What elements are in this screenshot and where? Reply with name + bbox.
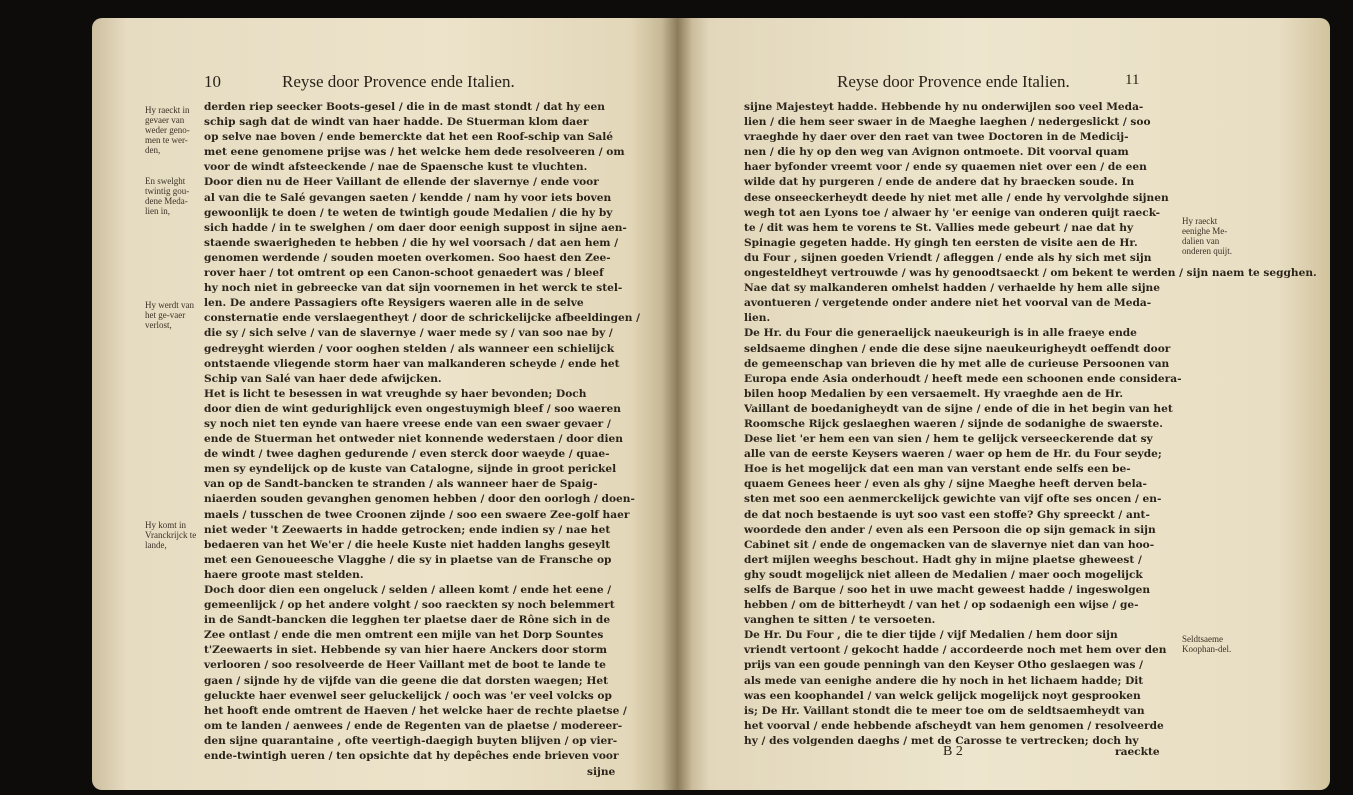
left-text-line: sich hadde / in te swelghen / om daer door eenigh suppost in sijne aen- <box>204 221 627 234</box>
right-text-line: prijs van een goude penningh van den Keyser Otho geslaegen was / <box>744 659 1144 672</box>
left-text-line: ontstaende vliegende storm haer van malkanderen scheyde / ende het <box>204 357 620 370</box>
left-text-line: haere groote mast stelden. <box>204 568 364 581</box>
left-page <box>92 18 677 790</box>
right-text-line: Cabinet sit / ende de ongemacken van de slavernye niet dan van hoo- <box>744 538 1155 551</box>
left-running-head: Reyse door Provence ende Italien. <box>282 72 515 91</box>
left-text-line: om te landen / aenwees / ende de Regenten van de plaetse / modereer- <box>204 719 623 732</box>
right-text-line: lien / die hem seer swaer in de Maeghe laeghen / nedergeslickt / soo <box>744 116 1151 129</box>
left-margin-note-4: Hy komt in Vranckrijck te lande, <box>145 520 197 550</box>
left-text-line: Door dien nu de Heer Vaillant de ellende der slavernye / ende voor <box>204 176 599 189</box>
right-running-head: Reyse door Provence ende Italien. <box>837 72 1070 91</box>
left-text-line: Schip van Salé van haer dede afwijcken. <box>204 372 442 385</box>
right-text-line: quaem Genees heer / even als ghy / sijne Maeghe heeft derven bela- <box>744 478 1147 491</box>
right-text-line: bilen hoop Medalien by een versaemelt. Hy vraeghde aen de Hr. <box>744 387 1124 400</box>
left-text-line: niet weder 't Zeewaerts in hadde getrocken; ende indien sy / nae het <box>204 523 611 536</box>
left-page-number: 10 <box>204 72 221 91</box>
left-text-line: voor de windt afsteeckende / nae de Spaensche kust te vluchten. <box>204 161 588 174</box>
right-text-line: ongesteldheyt vertrouwde / was hy genoodtsaeckt / om bekent te werden / sijn naem te segghen. <box>744 267 1317 280</box>
right-text-line: avontueren / vergetende onder andere niet het voorval van de Meda- <box>744 297 1152 310</box>
left-catchword: sijne <box>587 766 616 778</box>
right-text-line: hebben / om de bitterheydt / van het / op sodaenigh een wijse / ge- <box>744 599 1139 612</box>
left-text-line: den sijne quarantaine , ofte veertigh-daegigh buyten blijven / op vier- <box>204 734 618 747</box>
right-margin-note-2: Seldtsaeme Koophan-del. <box>1182 634 1232 654</box>
left-text-line: gemeenlijck / op het andere volght / soo raeckten sy noch belemmert <box>204 599 615 612</box>
left-text-line: de windt / twee daghen gedurende / even sterck door waeyde / quae- <box>204 448 610 461</box>
left-text-line: rover haer / tot omtrent op een Canon-schoot genaedert was / bleef <box>204 267 604 280</box>
left-text-line: Doch door dien een ongeluck / selden / alleen komt / ende het eene / <box>204 584 612 596</box>
left-text-line: bedaeren van het We'er / die heele Kuste niet hadden langhs geseylt <box>204 538 611 551</box>
right-text-line: is; De Hr. Vaillant stondt die te meer toe om de seldtsaemheydt van <box>744 704 1145 717</box>
left-text-line: maels / tusschen de twee Croonen zijnde / soo een swaere Zee-golf haer <box>204 508 630 521</box>
right-page <box>677 18 1330 790</box>
left-text-line: genomen werdende / souden moeten overkomen. Soo haest den Zee- <box>204 251 611 264</box>
right-text-line: het voorval / ende hebbende afscheydt van hem genomen / resolveerde <box>744 719 1164 732</box>
left-text-line: gaen / sijnde hy de vijfde van die geene die dat dorsten waegen; Het <box>204 674 608 687</box>
right-text-line: seldsaeme dinghen / ende die dese sijne naeukeurigheydt oeffendt door <box>744 342 1171 355</box>
right-text-line: de gemeenschap van brieven die hy met alle de curieuse Persoonen van <box>744 357 1170 370</box>
left-text-line: ende-twintigh ueren / ten opsichte dat hy depêches ende brieven voor <box>204 750 619 763</box>
right-text-line: Europa ende Asia onderhoudt / heeft mede een schoonen ende considera- <box>744 372 1182 385</box>
left-text-line: schip sagh dat de windt van haer hadde. De Stuerman klom daer <box>204 116 589 129</box>
right-text-line: Dese liet 'er hem een van sien / hem te gelijck verseeckerende dat sy <box>744 433 1153 446</box>
left-text-line: van op de Sandt-bancken te stranden / als wanneer haer de Spaig- <box>204 478 598 491</box>
left-text-line: gewoonlijk te doen / te weten de twintigh goude Medalien / die hy by <box>204 206 613 219</box>
right-page-number: 11 <box>1125 72 1140 88</box>
right-text-line: lien. <box>744 312 771 325</box>
right-text-line: dert mijlen weeghs beschout. Hadt ghy in mijne plaetse gheweest / <box>744 553 1142 566</box>
right-text-line: woordede den ander / even als een Persoon die op sijn gemack in sijn <box>744 523 1156 536</box>
right-text-line: Spinagie gegeten hadde. Hy gingh ten eersten de visite aen de Hr. <box>744 236 1138 249</box>
left-text-line: door dien de wint gedurighlijck even ongestuymigh bleef / soo waeren <box>204 402 621 415</box>
right-text-line: was een koophandel / van welck gelijck mogelijck noyt gesprooken <box>744 689 1141 702</box>
left-text-line: t'Zeewaerts in siet. Hebbende sy van hier haere Anckers door storm <box>204 644 607 657</box>
right-text-line: haer byfonder vreemt voor / ende sy quaemen niet over een / de een <box>744 161 1147 174</box>
left-text-line: sy noch niet ten eynde van haere vreese ende van een swaer gevaer / <box>204 417 611 430</box>
left-text-line: staende swaerigheden te hebben / die hy wel voorsach / dat aen hem / <box>204 236 619 249</box>
right-text-line: De Hr. du Four die generaelijck naeukeurigh is in alle fraeye ende <box>744 327 1137 340</box>
left-text-line: Zee ontlast / ende die men omtrent een mijle van het Dorp Sountes <box>204 629 604 642</box>
left-margin-note-1: Hy raeckt in gevaer van weder geno-men te wer-den, <box>145 105 190 155</box>
left-text-line: gedreyght wierden / voor ooghen stelden / als wanneer een schielijck <box>204 342 615 355</box>
left-text-line: niaerden souden gevanghen genomen hebben / door den oorlogh / doen- <box>204 493 635 506</box>
right-text-line: nen / die hy op den weg van Avignon ontmoete. Dit voorval quam <box>744 146 1129 159</box>
right-text-line: wilde dat hy purgeren / ende de andere dat hy braecken soude. In <box>744 176 1135 189</box>
right-text-line: sten met soo een aenmerckelijck gewichte van vijf ofte ses oncen / en- <box>744 493 1162 506</box>
left-text-line: met een Genoueesche Vlagghe / die sy in plaetse van de Fransche op <box>204 553 612 566</box>
left-margin-note-3: Hy werdt van het ge-vaer verlost, <box>145 300 194 330</box>
left-text-line: op selve nae boven / ende bemerckte dat het een Roof-schip van Salé <box>204 131 614 144</box>
right-text-line: vraeghde hy daer over den raet van twee Doctoren in de Medicij- <box>744 131 1129 144</box>
right-text-line: hy / des volgenden daeghs / met de Carosse te vertrecken; doch hy <box>744 734 1139 747</box>
left-text-line: ende de Stuerman het ontweder niet konnende wederstaen / door dien <box>204 433 623 446</box>
right-text-line: selfs de Barque / soo het in uwe macht geweest hadde / ingeswolgen <box>744 584 1151 596</box>
left-text-line: len. De andere Passagiers ofte Reysigers waeren alle in de selve <box>204 297 584 310</box>
left-text-line: verlooren / soo resolveerde de Heer Vaillant met de boot te lande te <box>204 659 606 672</box>
right-text-line: sijne Majesteyt hadde. Hebbende hy nu onderwijlen soo veel Meda- <box>744 101 1144 113</box>
right-margin-note-1: Hy raeckt eenighe Me-dalien van onderen quijt. <box>1182 216 1232 256</box>
left-text-line: die sy / sich selve / van de slavernye / waer mede sy / van soo nae by / <box>204 327 613 340</box>
right-text-line: te / dit was hem te vorens te St. Vallies mede gebeurt / nae dat hy <box>744 221 1134 234</box>
right-text-line: du Four , sijnen goeden Vriendt / afleggen / ende als hy sich met sijn <box>744 251 1152 264</box>
right-text-line: Nae dat sy malkanderen omhelst hadden / verhaelde hy hem alle sijne <box>744 282 1160 295</box>
right-text-line: De Hr. Du Four , die te dier tijde / vijf Medalien / hem door sijn <box>744 629 1118 642</box>
right-text-line: alle van de eerste Keysers waeren / waer op hem de Hr. du Four seyde; <box>744 448 1162 461</box>
open-book <box>92 18 1330 790</box>
right-text-line: ghy soudt mogelijck niet alleen de Medalien / maer ooch mogelijck <box>744 568 1143 581</box>
left-body-text <box>204 100 641 764</box>
left-text-line: consternatie ende verslaegentheyt / door de schrickelijcke afbeeldingen / <box>204 312 641 325</box>
right-text-line: vanghen te sitten / te versoeten. <box>744 614 936 627</box>
right-text-line: vriendt vertoont / gekocht hadde / accordeerde noch met hem over den <box>744 644 1167 657</box>
right-signature-mark: B 2 <box>943 744 963 759</box>
left-text-line: Het is licht te besessen in wat vreughde sy haer bevonden; Doch <box>204 387 587 400</box>
right-text-line: de dat noch bestaende is uyt soo vast een stoffe? Ghy spreeckt / ant- <box>744 508 1150 521</box>
right-text-line: als mede van eenighe andere die hy noch in het lichaem hadde; Dit <box>744 674 1144 687</box>
left-text-line: met eene genomene prijse was / het welcke hem dede resolveeren / om <box>204 146 625 159</box>
right-text-line: Roomsche Rijck geslaeghen waeren / sijnde de sodanighe de swaerste. <box>744 417 1163 430</box>
left-text-line: men sy eyndelijck op de kuste van Catalogne, sijnde in groot perickel <box>204 463 617 476</box>
right-text-line: dese onseeckerheydt deede hy niet met alle / ende hy vervolghde sijnen <box>744 191 1169 204</box>
left-text-line: al van die te Salé gevangen saeten / kendde / nam hy voor iets boven <box>204 191 612 204</box>
left-text-line: derden riep seecker Boots-gesel / die in de mast stondt / dat hy een <box>204 101 605 113</box>
left-text-line: geluckte haer evenwel seer geluckelijck / ooch was 'er veel volcks op <box>204 689 612 702</box>
left-text-line: hy noch niet in gebreecke van dat sijn voornemen in het werck te stel- <box>204 282 623 295</box>
left-margin-note-2: En swelght twintig gou-dene Meda-lien in, <box>145 176 190 216</box>
right-text-line: wegh tot aen Lyons toe / alwaer hy 'er eenige van onderen quijt raeck- <box>744 206 1161 219</box>
left-text-line: het hooft ende omtrent de Haeven / het welcke haer de rechte plaetse / <box>204 704 627 717</box>
right-text-line: Hoe is het mogelijck dat een man van verstant ende selfs een be- <box>744 463 1131 476</box>
left-text-line: in de Sandt-bancken die legghen ter plaetse daer de Rône sich in de <box>204 614 611 627</box>
right-text-line: Vaillant de boedanigheydt van de sijne / ende of die in het begin van het <box>744 402 1173 415</box>
right-catchword: raeckte <box>1115 746 1160 758</box>
